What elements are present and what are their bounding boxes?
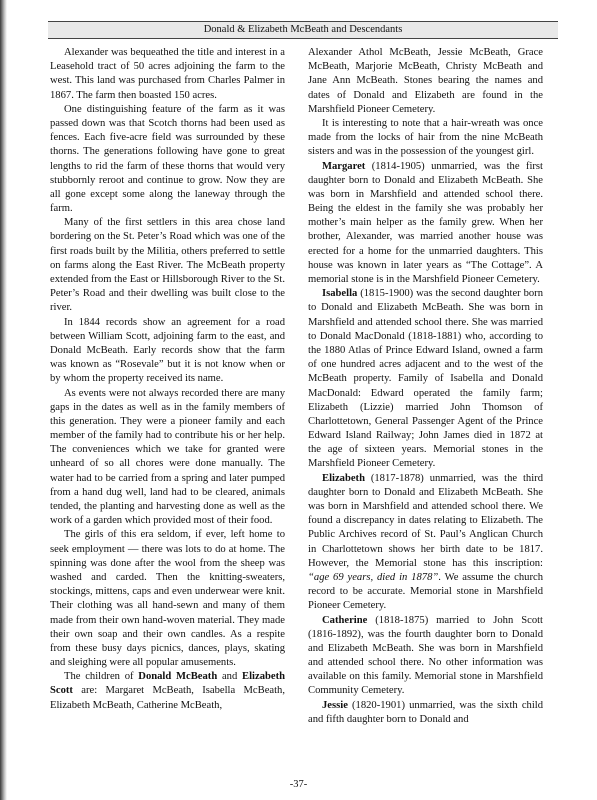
italic-quote: “age 69 years, died in 1878” <box>308 571 439 583</box>
text-span: (1818-1875) married to John Scott (1816-1892), was the fourth daughter born to Donald and Elizabeth McBeath. She was born in Marshfield and attended school there. No other information was available on this family. Memorial stone in Marshfield Community Cemetery. <box>308 614 543 697</box>
text-span: . We assume the church record to be accurate. Memorial stone in Marshfield Pioneer Cemetery. <box>308 571 543 612</box>
text-span: (1820-1901) unmarried, was the sixth child and fifth daughter born to Donald and <box>308 699 543 725</box>
paragraph <box>308 699 543 727</box>
bold-name: Margaret <box>322 160 366 172</box>
paragraph <box>308 160 543 288</box>
right-column <box>308 46 543 727</box>
paragraph: Many of the first settlers in this area chose land bordering on the St. Peter’s Road which was one of the first roads built by the Militia, others preferred to settle on farms along the East River. The McBeath property extended from the East or Hillsborough River to the St. Peter’s Road and their dwelling was built close to the river. <box>50 217 285 314</box>
text-span: are: Margaret McBeath, Isabella McBeath, Elizabeth McBeath, Catherine McBeath, <box>50 685 285 711</box>
paragraph: The girls of this era seldom, if ever, left home to seek employment — there was lots to do at home. The spinning was done after the wool from the sheep was washed and carded. Then the knitting-sweaters, stockings, mittens, caps and even underwear were knit. Their clothing was all hand-sewn and many of them made from their own hand-woven material. They made their own soap and their own candles. As a respite from these busy days picnics, dances, plays, skating and sleighing were all popular amusements. <box>50 529 285 669</box>
text-span: (1814-1905) unmarried, was the first daughter born to Donald and Elizabeth McBeath. She was born in Marshfield and attended school there. Being the eldest in the family she was probably her mother’s main helper as the family grew. When her brother, Alexander, was married another house was erected for a home for the unmarried daughters. This house was known in later years as “The Cottage”. A memorial stone is in the Marshfield Pioneer Cemetery. <box>308 160 543 285</box>
paragraph <box>308 472 543 614</box>
bold-name: Donald McBeath <box>138 671 218 683</box>
text-span: and <box>217 671 243 683</box>
text-span: (1815-1900) was the second daughter born to Donald and Elizabeth McBeath. She was born in Marshfield and attended school there. She was married to Donald MacDonald (1818-1881) who, according to the 1880 Atlas of Prince Edward Island, owned a farm of one hundred acres adjacent and to the west of the McBeath property. Family of Isabella and Donald MacDonald: Edward operated the family farm; Elizabeth (Lizzie) married John Thomson of Charlottetown, General Passenger Agent of the Prince Edward Island Railway; John James died in 1872 at the age of sixteen years. Memorial stones in the Marshfield Pioneer Cemetery. <box>308 288 543 470</box>
page-number: -37- <box>289 779 308 790</box>
paragraph: In 1844 records show an agreement for a road between William Scott, adjoining farm to the east, and Donald McBeath. Early records show that the farm was known as “Rosevale” but it is not know when or by whom the property received its name. <box>50 316 285 385</box>
paragraph <box>50 670 285 713</box>
paragraph: It is interesting to note that a hair-wreath was once made from the locks of hair from the nine McBeath sisters and was in the possession of the youngest girl. <box>308 117 543 158</box>
bold-name: Jessie <box>322 699 348 711</box>
paragraph: One distinguishing feature of the farm as it was passed down was that Scotch thorns had been used as fences. Each five-acre field was surrounded by these thorns. The generations following have gone to great lengths to rid the farm of these thorns that would very stubbornly reroot and continue to grow. Now they are all gone except some along the laneway through the farm. <box>50 103 285 215</box>
bold-name: Elizabeth Scott <box>50 671 286 697</box>
running-header <box>48 21 558 39</box>
text-span: (1817-1878) unmarried, was the third daughter born to Donald and Elizabeth McBeath. She was born in Marshfield and attended school there. We found a discrepancy in dates relating to Elizabeth. The Public Archives record of St. Paul’s Anglican Church in Charlottetown shows her birth date to be 1817. However, the Memorial stone has this inscription: <box>308 472 543 569</box>
bold-name: Elizabeth <box>322 472 365 484</box>
paragraph <box>308 614 543 699</box>
paragraph: As events were not always recorded there are many gaps in the dates as well as in the family members of this generation. They were a pioneer family and each member of the family had to contribute his or her help. The conveniences which we take for granted were unheard of so all chores were done manually. The water had to be carried from a spring and later pumped from a hand dug well, land had to be cleared, animals tended, the planting and harvesting done as well as the work of a garden which provided most of their food. <box>50 387 285 527</box>
text-span: The children of <box>64 671 139 683</box>
paragraph: Alexander Athol McBeath, Jessie McBeath, Grace McBeath, Marjorie McBeath, Christy McBeath and Jane Ann McBeath. Stones bearing the names and dates of Donald and Elizabeth are found in the Marshfield Pioneer Cemetery. <box>308 47 543 115</box>
page-edge-shadow <box>0 0 7 800</box>
bold-name: Isabella <box>322 288 358 300</box>
left-column <box>50 46 285 713</box>
header-title: Donald & Elizabeth McBeath and Descendants <box>203 24 403 35</box>
bold-name: Catherine <box>322 614 368 626</box>
paragraph: Alexander was bequeathed the title and interest in a Leasehold tract of 50 acres adjoining the farm to the west. This land was purchased from Charles Palmer in 1867. The farm then boasted 150 acres. <box>50 47 285 101</box>
paragraph <box>308 287 543 471</box>
